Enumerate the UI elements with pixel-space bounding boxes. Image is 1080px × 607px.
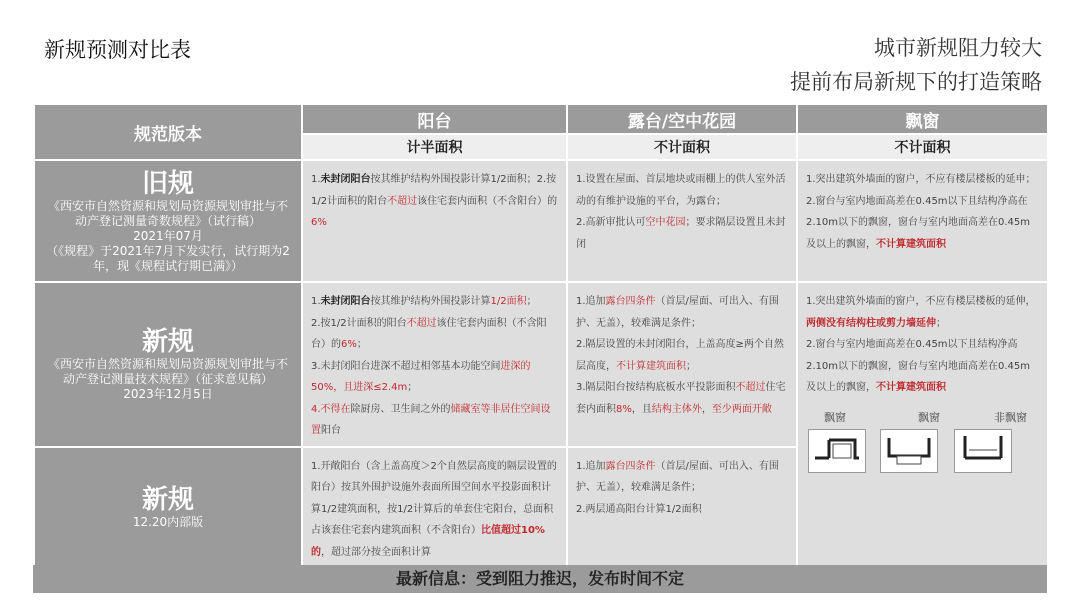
version-date: 2021年07月 xyxy=(133,228,203,243)
version-date: 2023年12月5日 xyxy=(123,386,213,401)
bay-window-diagram-2 xyxy=(880,429,938,473)
footer-banner: 最新信息：受到阻力推迟，发布时间不定 xyxy=(33,565,1047,593)
col-header-terrace: 露台/空中花园 xyxy=(567,104,797,134)
subtitle-line-2: 提前布局新规下的打造策略 xyxy=(790,70,1042,94)
version-internal xyxy=(34,447,302,569)
rule-bay-window: 不计面积 xyxy=(797,134,1048,160)
version-name: 新规 xyxy=(141,484,194,515)
cell-new-bay-window: 1.突出建筑外墙面的窗户，不应有楼层楼板的延伸，两侧没有结构柱或剪力墙延伸； 2.窗台与室内地面高差在0.45m以下且结构净高2.10m以下的飘窗，窗台与室内地面高差在0.45m及以上的飘窗，不计算建筑面积 飘窗 飘窗 非飘窗 xyxy=(797,282,1048,568)
version-desc: 《西安市自然资源和规划局资源规划审批与不动产登记测量技术规程》（征求意见稿） xyxy=(47,356,288,386)
col-header-balcony: 阳台 xyxy=(302,104,567,134)
subtitle-line-1: 城市新规阻力较大 xyxy=(874,36,1042,60)
cell-internal-balcony: 1.开敞阳台（含上盖高度＞2个自然层高度的隔层设置的阳台）按其外围护设施外表面所围空间水平投影面积计算1/2建筑面积，按1/2计算后的单套住宅阳台，总面积占该套住宅套内建筑面积（不含阳台）比值超过10%的，超过部分按全面积计算 xyxy=(302,447,567,569)
version-new xyxy=(34,282,302,447)
cell-old-bay-window: 1.突出建筑外墙面的窗户，不应有楼层楼板的延申； 2.窗台与室内地面高差在0.45m以下且结构净高在2.10m以下的飘窗，窗台与室内地面高差在0.45m及以上的飘窗，不计算建筑面积 xyxy=(797,160,1048,282)
rule-terrace: 不计面积 xyxy=(567,134,797,160)
bay-window-diagram-1 xyxy=(808,429,866,473)
col-header-bay-window: 飘窗 xyxy=(797,104,1048,134)
diagram-label: 飘窗 xyxy=(824,410,846,424)
bay-window-diagram-labels xyxy=(806,407,1039,429)
diagram-label: 非飘窗 xyxy=(994,410,1027,424)
cell-old-balcony: 1.未封闭阳台按其维护结构外围投影计算1/2面积；2.按1/2计面积的阳台不超过该住宅套内面积（不含阳台）的6% xyxy=(302,160,567,282)
version-name: 新规 xyxy=(141,326,194,357)
diagram-label: 飘窗 xyxy=(918,410,940,424)
version-desc: 《西安市自然资源和规划局资源规划审批与不动产登记测量奇数规程》（试行稿） xyxy=(47,198,288,228)
cell-internal-terrace: 1.追加露台四条件（首层/屋面、可出入、有围护、无盖），较难满足条件； 2.两层通高阳台计算1/2面积 xyxy=(567,447,797,569)
cell-old-terrace: 1.设置在屋面、首层地块或雨棚上的供人室外活动的有维护设施的平台，为露台； 2.高新审批认可空中花园；要求隔层设置且未封闭 xyxy=(567,160,797,282)
version-old xyxy=(34,160,302,282)
corner-header: 规范版本 xyxy=(34,104,302,160)
page-title: 新规预测对比表 xyxy=(44,38,191,62)
comparison-table xyxy=(33,103,1049,569)
version-desc: 12.20内部版 xyxy=(132,514,204,529)
cell-new-terrace: 1.追加露台四条件（首层/屋面、可出入、有围护、无盖），较难满足条件； 2.隔层设置的未封闭阳台，上盖高度≥两个自然层高度，不计算建筑面积； 3.隔层阳台按结构底板水平投影面积不超过住宅套内面积8%，且结构主体外，至少两面开敞 xyxy=(567,282,797,447)
rule-balcony: 计半面积 xyxy=(302,134,567,160)
version-name: 旧规 xyxy=(141,168,194,199)
bay-window-diagrams xyxy=(806,429,1039,479)
non-bay-window-diagram xyxy=(954,429,1012,473)
cell-new-balcony: 1.未封闭阳台按其维护结构外围投影计算1/2面积； 2.按1/2计面积的阳台不超过该住宅套内面积（不含阳台）的6%； 3.未封闭阳台进深不超过相邻基本功能空间进深的50%，且进深≤2.4m； 4.不得在除厨房、卫生间之外的储藏室等非居住空间设置阳台 xyxy=(302,282,567,447)
version-note: （《规程》于2021年7月下发实行，试行期为2年，现《规程试行期已满》） xyxy=(46,243,290,273)
